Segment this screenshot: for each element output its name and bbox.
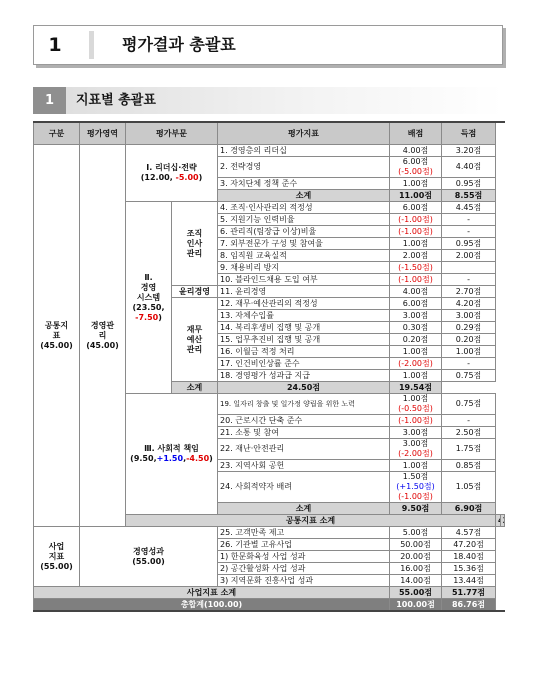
indicator-26-3: 3) 지역문화 진흥사업 성과 (218, 575, 390, 587)
indicator-25: 25. 고객만족 제고 (218, 527, 390, 539)
score-16: 1.00점 (442, 346, 496, 358)
dept-leadership-points (128, 173, 215, 183)
dept-social (126, 394, 218, 515)
area-performance-b: (55.00) (132, 556, 165, 566)
score-23: 0.85점 (442, 460, 496, 472)
dept-system-minus: -7.50 (135, 312, 159, 322)
dept-social-points-base: (9.50, (130, 454, 157, 463)
group-common-label-c: (45.00) (40, 340, 73, 350)
indicator-13: 13. 자체수입률 (218, 310, 390, 322)
allot-2-penalty: (-5.00점) (398, 167, 433, 176)
allot-24-penalty: (-1.00점) (398, 492, 433, 501)
score-20: - (442, 415, 496, 427)
score-14: 0.29점 (442, 322, 496, 334)
score-26: 47.20점 (442, 539, 496, 551)
indicator-21: 21. 소통 및 참여 (218, 427, 390, 439)
summary-table (33, 121, 505, 612)
indicator-16: 16. 이월금 적정 처리 (218, 346, 390, 358)
business-subtotal-row (34, 587, 505, 599)
dept-leadership-points-minus: -5.00 (175, 173, 199, 182)
section-number: 1 (48, 34, 62, 56)
allot-14: 0.30점 (390, 322, 442, 334)
allot-20: (-1.00점) (390, 415, 442, 427)
dept-system-c: 시스템 (136, 292, 161, 302)
business-subtotal-allot: 55.00점 (390, 587, 442, 599)
allot-21: 3.00점 (390, 427, 442, 439)
allot-12: 6.00점 (390, 298, 442, 310)
indicator-18: 18. 경영평가 성과급 지급 (218, 370, 390, 382)
score-4: 4.45점 (442, 202, 496, 214)
group-business-c: (55.00) (40, 561, 73, 571)
subtotal-3-allot: 9.50점 (390, 503, 442, 515)
allot-8: 2.00점 (390, 250, 442, 262)
subtotal-2-label: 소계 (172, 382, 218, 394)
score-26-3: 13.44점 (442, 575, 496, 587)
indicator-9: 9. 채용비리 방지 (218, 262, 390, 274)
indicator-19: 19. 일자리 창출 및 일가정 양립을 위한 노력 (218, 394, 390, 415)
subdept-finance-c: 관리 (186, 344, 203, 354)
subdept-finance-a: 재무 (186, 324, 203, 334)
indicator-26-1: 1) 한문화육성 사업 성과 (218, 551, 390, 563)
header-score: 득점 (442, 122, 496, 145)
sub-header (33, 87, 503, 114)
allot-2-main: 6.00점 (402, 157, 429, 166)
allot-24-bonus: (+1.50점) (396, 482, 435, 491)
indicator-3: 3. 자치단체 정책 준수 (218, 178, 390, 190)
dept-system-minus-line (128, 313, 169, 323)
dept-system-d: (23.50, (132, 302, 165, 312)
score-25: 4.57점 (442, 527, 496, 539)
subdept-org-c: 관리 (186, 248, 203, 258)
allot-16: 1.00점 (390, 346, 442, 358)
section-divider (89, 31, 94, 59)
allot-17: (-2.00점) (390, 358, 442, 370)
dept-social-points (128, 454, 215, 464)
indicator-20: 20. 근로시간 단축 준수 (218, 415, 390, 427)
allot-18: 1.00점 (390, 370, 442, 382)
allot-26-2: 16.00점 (390, 563, 442, 575)
dept-social-points-close: ) (209, 454, 213, 463)
score-9 (442, 262, 496, 274)
header-group: 구분 (34, 122, 80, 145)
score-5: - (442, 214, 496, 226)
subtotal-1-label: 소계 (218, 190, 390, 202)
score-7: 0.95점 (442, 238, 496, 250)
allot-24 (390, 472, 442, 503)
score-26-2: 15.36점 (442, 563, 496, 575)
score-1: 3.20점 (442, 145, 496, 157)
indicator-12: 12. 재무·예산관리의 적정성 (218, 298, 390, 310)
grand-total-score: 86.76점 (442, 599, 496, 612)
score-24: 1.05점 (442, 472, 496, 503)
area-performance (80, 527, 218, 587)
area-performance-a: 경영성과 (133, 546, 164, 556)
allot-22 (390, 439, 442, 460)
dept-system-a: Ⅱ. (144, 272, 153, 282)
allot-11: 4.00점 (390, 286, 442, 298)
allot-7: 1.00점 (390, 238, 442, 250)
dept-system-b: 경영 (140, 282, 157, 292)
subtotal-3-label: 소계 (218, 503, 390, 515)
table-header-row (34, 122, 505, 145)
allot-3: 1.00점 (390, 178, 442, 190)
allot-5: (-1.00점) (390, 214, 442, 226)
area-management-c: (45.00) (86, 340, 119, 350)
subtotal-3-score: 6.90점 (442, 503, 496, 515)
indicator-1: 1. 경영층의 리더십 (218, 145, 390, 157)
score-15: 0.20점 (442, 334, 496, 346)
header-area: 평가영역 (80, 122, 126, 145)
dept-social-points-comma: , (183, 454, 187, 463)
indicator-11: 11. 윤리경영 (218, 286, 390, 298)
allot-15: 0.20점 (390, 334, 442, 346)
allot-13: 3.00점 (390, 310, 442, 322)
header-dept: 평가부문 (126, 122, 218, 145)
dept-system-close: ) (158, 312, 162, 322)
allot-26: 50.00점 (390, 539, 442, 551)
subdept-org-b: 인사 (186, 238, 203, 248)
score-13: 3.00점 (442, 310, 496, 322)
group-business-a: 사업 (48, 541, 65, 551)
indicator-10: 10. 블라인드채용 도입 여부 (218, 274, 390, 286)
score-8: 2.00점 (442, 250, 496, 262)
grand-total-label: 총합계(100.00) (34, 599, 390, 612)
score-22: 1.75점 (442, 439, 496, 460)
dept-leadership-points-close: ) (198, 173, 203, 182)
allot-2 (390, 157, 442, 178)
dept-social-points-minus: -4.50 (186, 454, 210, 463)
indicator-14: 14. 복리후생비 집행 및 공개 (218, 322, 390, 334)
dept-leadership-name: Ⅰ. 리더십·전략 (146, 163, 197, 172)
allot-19-penalty: (-0.50점) (398, 404, 433, 413)
score-19: 0.75점 (442, 394, 496, 415)
grand-total-row (34, 599, 505, 612)
subdept-org-a: 조직 (186, 228, 203, 238)
score-11: 2.70점 (442, 286, 496, 298)
section-header (33, 25, 503, 65)
area-management-b: 리 (98, 330, 107, 340)
header-allot: 배점 (390, 122, 442, 145)
allot-26-1: 20.00점 (390, 551, 442, 563)
allot-23: 1.00점 (390, 460, 442, 472)
score-6: - (442, 226, 496, 238)
subtotal-1-allot: 11.00점 (390, 190, 442, 202)
dept-social-name: Ⅲ. 사회적 책임 (144, 444, 199, 453)
area-management-a: 경영관 (90, 320, 115, 330)
allot-26-3: 14.00점 (390, 575, 442, 587)
subdept-finance-b: 예산 (186, 334, 203, 344)
indicator-2: 2. 전략경영 (218, 157, 390, 178)
allot-19-main: 1.00점 (402, 394, 429, 403)
sub-header-number: 1 (33, 87, 66, 114)
indicator-5: 5. 지원기능 인력비율 (218, 214, 390, 226)
allot-6: (-1.00점) (390, 226, 442, 238)
allot-24-main: 1.50점 (402, 472, 429, 481)
dept-social-points-plus: +1.50 (156, 454, 184, 463)
indicator-17: 17. 인건비인상률 준수 (218, 358, 390, 370)
area-management (80, 145, 126, 527)
allot-9: (-1.50점) (390, 262, 442, 274)
subdept-org (172, 202, 218, 286)
section-title: 평가결과 총괄표 (122, 35, 236, 54)
indicator-4: 4. 조직·인사관리의 적정성 (218, 202, 390, 214)
header-indicator: 평가지표 (218, 122, 390, 145)
indicator-15: 15. 업무추진비 집행 및 공개 (218, 334, 390, 346)
score-12: 4.20점 (442, 298, 496, 310)
subtotal-1-score: 8.55점 (442, 190, 496, 202)
score-26-1: 18.40점 (442, 551, 496, 563)
business-subtotal-score: 51.77점 (442, 587, 496, 599)
score-17: - (442, 358, 496, 370)
group-common (34, 145, 80, 527)
group-common-label-b: 표 (52, 330, 61, 340)
allot-10: (-1.00점) (390, 274, 442, 286)
score-21: 2.50점 (442, 427, 496, 439)
group-common-label-a: 공통지 (44, 320, 69, 330)
indicator-26: 26. 기관별 고유사업 (218, 539, 390, 551)
indicator-7: 7. 외부전문가 구성 및 참여율 (218, 238, 390, 250)
subdept-ethics: 윤리경영 (172, 286, 218, 298)
grand-total-allot: 100.00점 (390, 599, 442, 612)
indicator-24: 24. 사회적약자 배려 (218, 472, 390, 503)
common-subtotal-allot (496, 515, 500, 527)
allot-22-penalty: (-2.00점) (398, 449, 433, 458)
dept-leadership (126, 145, 218, 202)
dept-system (126, 202, 172, 394)
sub-header-title: 지표별 총괄표 (76, 93, 156, 108)
subtotal-2-allot: 24.50점 (218, 382, 390, 394)
group-business-b: 지표 (48, 551, 65, 561)
allot-4: 6.00점 (390, 202, 442, 214)
common-subtotal-score (500, 515, 505, 527)
group-business (34, 527, 80, 587)
table-row (34, 527, 505, 539)
dept-leadership-points-base: (12.00, (140, 173, 176, 182)
allot-22-main: 3.00점 (402, 439, 429, 448)
score-18: 0.75점 (442, 370, 496, 382)
allot-1: 4.00점 (390, 145, 442, 157)
score-3: 0.95점 (442, 178, 496, 190)
subtotal-2-score: 19.54점 (390, 382, 442, 394)
table-row (34, 145, 505, 157)
indicator-23: 23. 지역사회 공헌 (218, 460, 390, 472)
indicator-22: 22. 재난·안전관리 (218, 439, 390, 460)
indicator-6: 6. 관리직(팀장급 이상)비율 (218, 226, 390, 238)
allot-19 (390, 394, 442, 415)
indicator-26-2: 2) 공간활성화 사업 성과 (218, 563, 390, 575)
score-10: - (442, 274, 496, 286)
common-subtotal-label: 공통지표 소계 (126, 515, 496, 527)
subdept-finance (172, 298, 218, 382)
business-subtotal-label: 사업지표 소계 (34, 587, 390, 599)
score-2: 4.40점 (442, 157, 496, 178)
allot-25: 5.00점 (390, 527, 442, 539)
indicator-8: 8. 임직원 교육실적 (218, 250, 390, 262)
